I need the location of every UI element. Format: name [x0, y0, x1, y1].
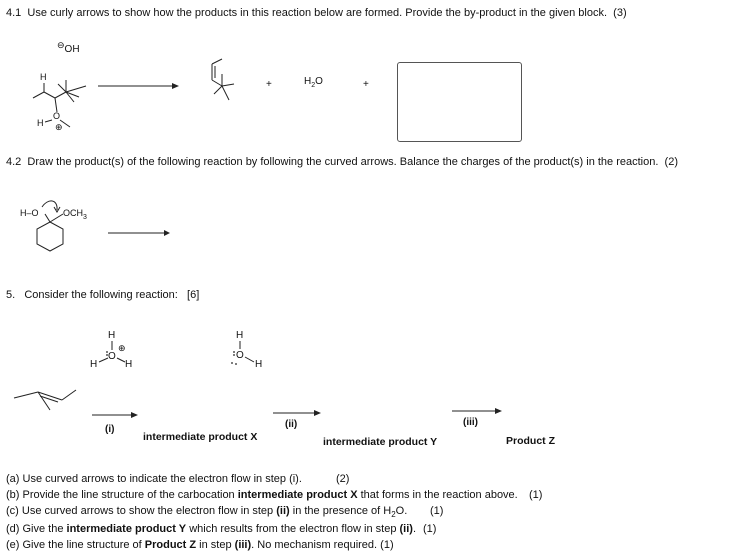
subquestion-e-middle: in step [196, 539, 235, 551]
subquestion-d-marks: (1) [423, 523, 437, 535]
intermediate-y-label: intermediate product Y [323, 436, 438, 448]
q41-number: 4.1 [6, 7, 22, 19]
subquestion-c-middle: in the presence of H [289, 505, 392, 517]
water-sub: 2 [311, 82, 316, 89]
q42-marks: (2) [664, 156, 678, 168]
subquestion-b [6, 489, 518, 502]
subquestion-a-marks: (2) [336, 473, 350, 485]
subquestion-c-bold: (ii) [276, 505, 290, 517]
subquestion-b-after: that forms in the reaction above. [357, 489, 518, 501]
subquestion-e-after: . No mechanism required. [251, 539, 378, 551]
q42-hydroxyl-h: H [20, 208, 27, 218]
subquestion-a-text: (a) Use curved arrows to indicate the electron flow in step (i). [6, 473, 302, 485]
subquestion-d-middle: which results from the electron flow in step [186, 523, 400, 535]
q5-water-h-right: H [255, 359, 263, 370]
step-iii-label: (iii) [463, 417, 478, 428]
q42-hydroxyl-o: O [31, 208, 39, 218]
q42-hydroxyl: H–O [20, 208, 39, 218]
q41-plus-1: + [266, 79, 272, 90]
q5-text: Consider the following reaction: [24, 289, 178, 301]
q42-number: 4.2 [6, 156, 22, 168]
hydronium-h-left: H [90, 359, 98, 370]
intermediate-x-label: intermediate product X [143, 431, 258, 443]
subquestion-a [6, 473, 302, 486]
step-i-label: (i) [105, 424, 115, 435]
subquestion-e [6, 539, 394, 552]
oxonium-oxygen: O [53, 111, 61, 121]
step-ii-label: (ii) [285, 419, 298, 430]
water-h: H [304, 76, 312, 87]
subquestion-c-sub: 2 [391, 510, 396, 520]
q5-number: 5. [6, 289, 16, 301]
subquestion-b-marks: (1) [529, 489, 543, 501]
subquestion-c-marks: (1) [430, 505, 444, 517]
hydroxide-label: OH [64, 44, 80, 55]
subquestion-b-before: (b) Provide the line structure of the carbocation [6, 489, 238, 501]
hydronium-h-right: H [125, 359, 133, 370]
q42-methoxy-label: OCH [63, 208, 83, 218]
q41-text: Use curly arrows to show how the products in this reaction below are formed. Provide the by-product in the given block. [27, 7, 608, 19]
hydroxide-charge: ⊖ [57, 40, 65, 50]
subquestion-b-bold: intermediate product X [237, 489, 358, 501]
hydronium-h-top: H [108, 330, 116, 341]
q5-marks: [6] [187, 289, 200, 301]
q42-text: Draw the product(s) of the following reaction by following the curved arrows. Balance the charges of the product(s) in the reaction. [27, 156, 659, 168]
q42-methoxy-sub: 3 [83, 213, 87, 221]
hydronium-charge: ⊕ [118, 343, 126, 353]
subquestion-e-marks: (1) [380, 539, 394, 551]
reactant-h-top: H [40, 72, 47, 82]
subquestion-e-bold: Product Z [144, 539, 197, 551]
subquestion-d-bold2: (ii) [399, 523, 413, 535]
oxonium-h: H [37, 118, 44, 128]
subquestion-e-before: (e) Give the line structure of [6, 539, 145, 551]
water-h-top: H [236, 330, 244, 341]
subquestion-c-before: (c) Use curved arrows to show the electron flow in step [6, 505, 277, 517]
product-z-label: Product Z [506, 435, 555, 447]
subquestion-d-after: . [412, 523, 417, 535]
subquestion-d-bold: intermediate product Y [66, 523, 187, 535]
water-o: O [315, 76, 323, 87]
hydronium-o: O [108, 351, 116, 362]
oxonium-charge: ⊕ [55, 122, 63, 132]
subquestion-e-bold2: (iii) [234, 539, 252, 551]
q41-plus-2: + [363, 79, 369, 90]
subquestion-c-after: O. [395, 505, 408, 517]
subquestion-d-before: (d) Give the [6, 523, 67, 535]
q41-marks: (3) [613, 7, 627, 19]
q5-water-o: O [236, 350, 244, 361]
subquestion-c [6, 505, 407, 521]
subquestion-d [6, 523, 416, 536]
